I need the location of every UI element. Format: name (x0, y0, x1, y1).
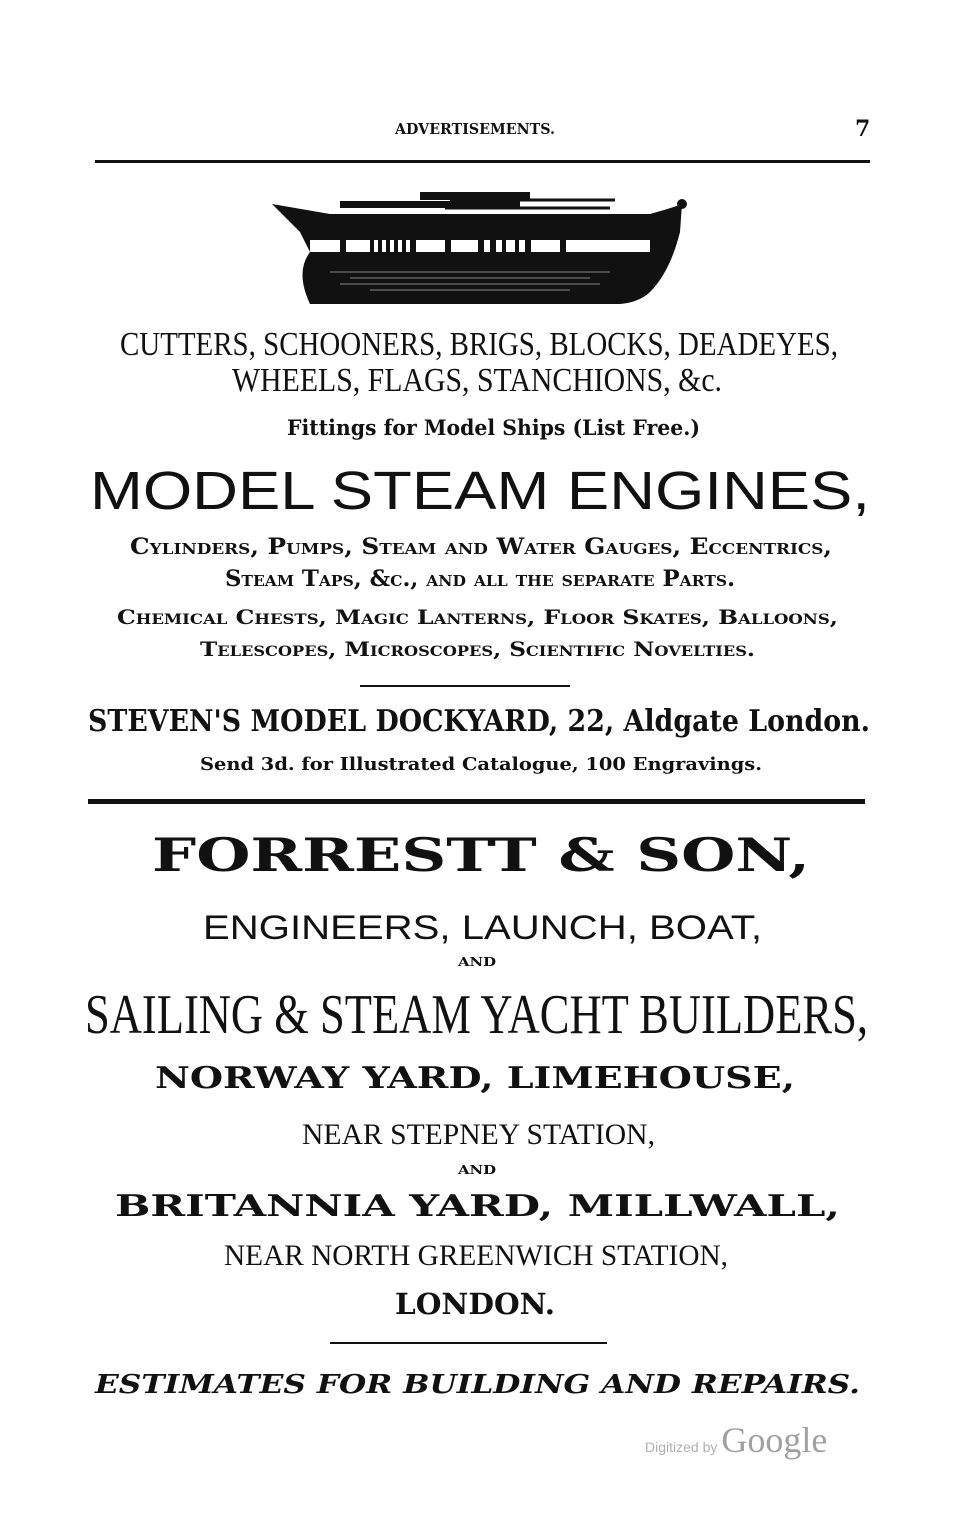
misc-line-2: Telescopes, Microscopes, Scientific Novelties. (200, 637, 755, 661)
ship-illustration (270, 192, 695, 307)
bottom-rule (330, 1342, 607, 1344)
parts-line-1: Cylinders, Pumps, Steam and Water Gauges, Eccentrics, (130, 534, 832, 560)
header-rule (95, 160, 870, 163)
and-connector-2: AND (458, 1163, 496, 1177)
misc-line-1: Chemical Chests, Magic Lanterns, Floor Skates, Balloons, (117, 605, 838, 629)
britannia-yard-line: BRITANNIA YARD, MILLWALL, (115, 1189, 840, 1224)
catalogue-line: Send 3d. for Illustrated Catalogue, 100 Engravings. (200, 754, 762, 775)
forrestt-firm-name: FORRESTT & SON, (152, 828, 810, 882)
short-rule (360, 685, 570, 687)
section-divider (88, 799, 865, 804)
watermark-brand: Google (721, 1420, 828, 1460)
fittings-line: Fittings for Model Ships (List Free.) (287, 415, 700, 440)
running-title: ADVERTISEMENTS. (395, 120, 555, 138)
stevens-line-2: WHEELS, FLAGS, STANCHIONS, &c. (232, 362, 722, 399)
google-watermark (645, 1422, 827, 1458)
stevens-line-1: CUTTERS, SCHOONERS, BRIGS, BLOCKS, DEADEYES, (120, 326, 838, 363)
norway-yard-line: NORWAY YARD, LIMEHOUSE, (155, 1061, 795, 1096)
page-number: 7 (855, 116, 871, 142)
trade-line-2: SAILING & STEAM YACHT BUILDERS, (85, 984, 868, 1046)
london-line: LONDON. (395, 1287, 555, 1321)
model-steam-engines-headline: MODEL STEAM ENGINES, (90, 461, 870, 521)
estimates-line: ESTIMATES FOR BUILDING AND REPAIRS. (95, 1370, 860, 1400)
watermark-prefix: Digitized by (645, 1439, 718, 1455)
parts-line-2: Steam Taps, &c., and all the separate Parts. (225, 566, 735, 592)
trade-line-1: ENGINEERS, LAUNCH, BOAT, (203, 909, 762, 947)
stevens-firm-address: STEVEN'S MODEL DOCKYARD, 22, Aldgate London. (88, 704, 870, 739)
and-connector-1: AND (458, 955, 496, 969)
greenwich-station-line: NEAR NORTH GREENWICH STATION, (224, 1239, 728, 1272)
stepney-station-line: NEAR STEPNEY STATION, (302, 1118, 655, 1151)
